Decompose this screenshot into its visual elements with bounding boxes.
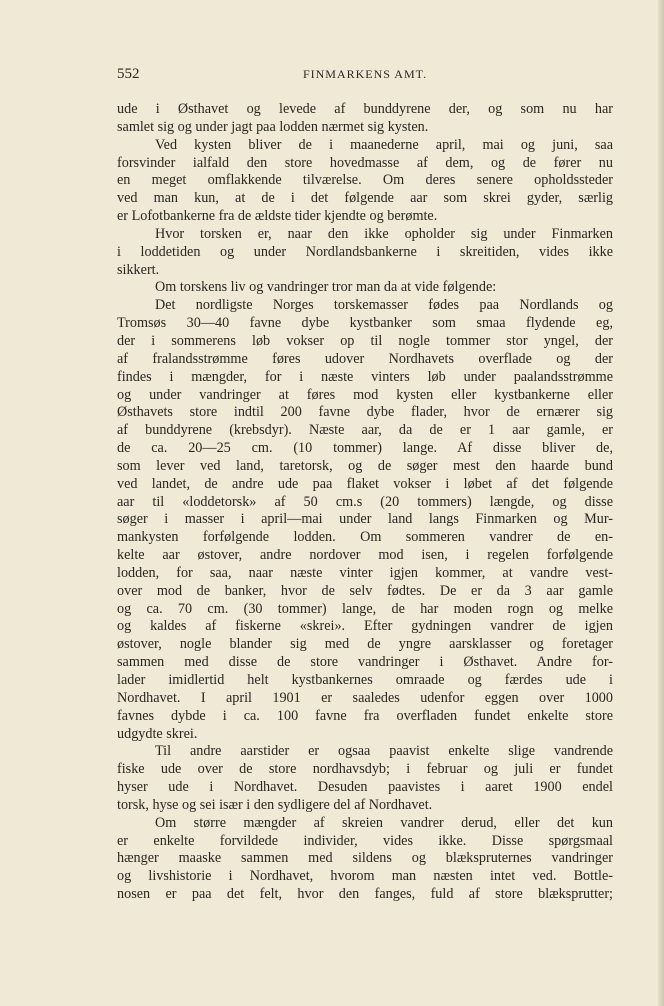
text-line: og kaldes af fiskerne «skrei». Efter gydningen vandrer de igjen <box>117 618 613 635</box>
text-line: søger i masser i april—mai under land langs Finmarken og Mur- <box>117 511 613 528</box>
text-line: ved landet, de andre ude paa flaket vokser i løbet af det følgende <box>117 475 613 492</box>
text-line: nosen er paa det felt, hvor den fanges, fuld af store blæksprutter; <box>117 886 613 903</box>
text-line: Det nordligste Norges torskemasser fødes paa Nordlands og <box>155 297 613 314</box>
text-line: er Lofotbankerne fra de ældste tider kjendte og berømte. <box>117 208 438 225</box>
text-line: aar til «loddetorsk» af 50 cm.s (20 tommers) længde, og disse <box>117 493 613 510</box>
text-line: af fralandsstrømme føres udover Nordhavets overflade og der <box>117 350 613 367</box>
text-line: hænger maaske sammen med sildens og blækspruternes vandringer <box>117 850 613 867</box>
running-title: FINMARKENS AMT. <box>302 67 428 81</box>
text-line: sikkert. <box>117 261 160 278</box>
text-line: fiske ude over de store nordhavsdyb; i februar og juli er fundet <box>117 761 613 778</box>
page-number: 552 <box>117 66 140 82</box>
text-line: Ved kysten bliver de i maanederne april, mai og juni, saa <box>155 136 613 153</box>
body-text <box>117 101 613 904</box>
text-line: hyser ude i Nordhavet. Desuden paavistes i aaret 1900 endel <box>117 779 613 796</box>
text-line: samlet sig og under jagt paa lodden nærmet sig kysten. <box>117 118 429 135</box>
text-line: forsvinder ialfald den store hovedmasse af dem, og de fører nu <box>117 154 613 171</box>
text-line: torsk, hyse og sei især i den sydligere del af Nordhavet. <box>117 796 433 813</box>
text-line: favnes dybde i ca. 100 favne fra overfladen fundet enkelte store <box>117 707 613 724</box>
text-line: mankysten forfølgende lodden. Om sommeren vandrer de en- <box>117 529 613 546</box>
text-line: der i sommerens løb vokser op til nogle tommer stor yngel, der <box>117 332 613 349</box>
text-line: og livshistorie i Nordhavet, hvorom man næsten intet ved. Bottle- <box>117 868 613 885</box>
text-line: og under vandringer at føres mod kysten eller kystbankerne eller <box>117 386 613 403</box>
text-line: Hvor torsken er, naar den ikke opholder sig under Finmarken <box>155 225 613 242</box>
text-line: en meget omflakkende tilværelse. Om deres senere opholdssteder <box>117 172 613 189</box>
text-line: Til andre aarstider er ogsaa paavist enkelte slige vandrende <box>155 743 613 760</box>
text-line: over mod de banker, hvor de selv fødtes. De er da 3 aar gamle <box>117 582 613 599</box>
text-line: Om torskens liv og vandringer tror man da at vide følgende: <box>155 279 497 296</box>
text-line: Tromsøs 30—40 favne dybe kystbanker som smaa flydende eg, <box>117 315 613 332</box>
text-line: lader imidlertid helt kystbankernes omraade og færdes ude i <box>117 672 613 688</box>
text-line: er enkelte forvildede individer, vides ikke. Disse spørgsmaal <box>117 832 613 849</box>
text-line: udgydte skrei. <box>117 725 198 742</box>
text-line: de ca. 20—25 cm. (10 tommer) lange. Af disse bliver de, <box>117 440 613 457</box>
text-line: som lever ved land, taretorsk, og de søger mest den haarde bund <box>117 457 613 474</box>
text-line: Om større mængder af skreien vandrer derud, eller det kun <box>155 814 613 831</box>
page-edge <box>658 0 664 1006</box>
text-line: findes i mængder, for i næste vinters løb under paalandsstrømme <box>117 368 613 385</box>
text-line: af bunddyrene (krebsdyr). Næste aar, da de er 1 aar gamle, er <box>117 422 613 439</box>
text-line: Østhavets store indtil 200 favne dybe flader, hvor de ernærer sig <box>117 404 613 421</box>
text-line: lodden, for saa, naar næste vinter igjen kommer, at vandre vest- <box>117 564 613 581</box>
text-line: i loddetiden og under Nordlandsbankerne i skreitiden, vides ikke <box>117 243 613 260</box>
text-line: kelte aar østover, andre nordover mod isen, i regelen forfølgende <box>117 547 613 564</box>
text-line: ved man kun, at de i det følgende aar som skrei gyder, særlig <box>117 190 613 207</box>
text-line: sammen med disse de store vandringer i Østhavet. Andre for- <box>117 654 613 671</box>
text-line: og ca. 70 cm. (30 tommer) lange, de har moden rogn og melke <box>117 600 613 617</box>
page-header <box>117 66 613 86</box>
text-line: Nordhavet. I april 1901 er saaledes udenfor eggen over 1000 <box>117 689 613 706</box>
text-line: østover, nogle blander sig med de yngre aarsklasser og foretager <box>117 636 613 653</box>
text-line: ude i Østhavet og levede af bunddyrene der, og som nu har <box>117 101 613 117</box>
